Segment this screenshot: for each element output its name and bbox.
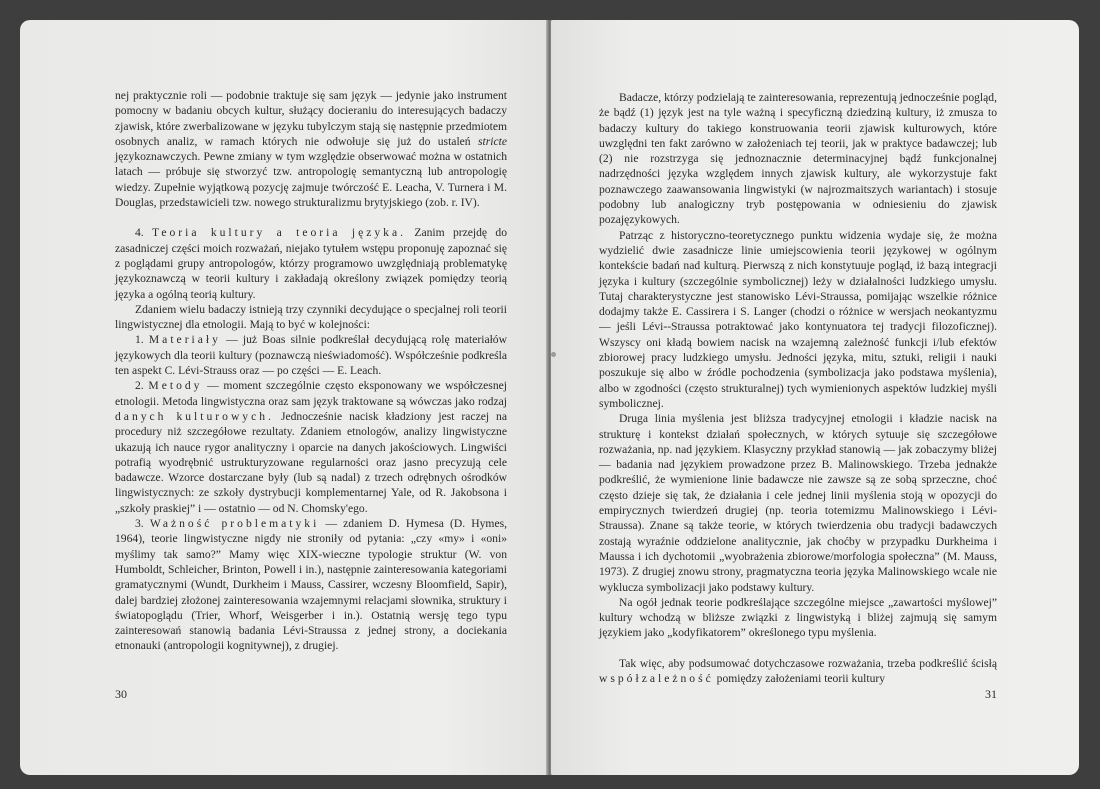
page-number: 30	[115, 686, 127, 701]
text: — już Boas silnie podkreślał decydującą rolę materiałów językowych dla teorii kultury (poznawczą nieświadomość). Współcześnie podkreśla ten aspekt C. Lévi-Strauss oraz — po części — E. Leach.	[115, 333, 507, 378]
right-page	[551, 20, 1079, 775]
spaced-term: Ważność problematyki	[149, 517, 320, 531]
list-number: 3.	[135, 517, 144, 531]
page-number: 31	[985, 686, 997, 701]
text: Zanim przejdę do zasadniczej części moich rozważań, niejako tytułem wstępu proponuję zapoznać się z poglądami grupy antropologów, którzy programowo uwzględniają problematykę językoznawczą w teorii kultury i zakładają określony związek pomiędzy teorią języka a ogólną teorią kultury.	[115, 226, 507, 301]
paragraph	[599, 228, 997, 412]
paragraph	[599, 656, 997, 687]
paragraph	[599, 90, 997, 228]
list-number: 1.	[135, 333, 144, 347]
text: Badacze, którzy podzielają te zainteresowania, reprezentują jednocześnie pogląd, że bądź (1) język jest na tyle ważną i specyficzną dziedziną kultury, iż zmusza to badaczy kultury do takiego konstruowania teorii zjawisk kulturowych, które uwzględni ten fakt zarówno w założeniach tej teorii, jak w praktyce badawczej; lub (2) nie rozstrzyga się jednoznacznie determinacyjnej bądź funkcjonalnej nadrzędności języka względem innych zjawisk kultury, ale wykorzystuje fakt poznawczego zaawansowania lingwistyki (w najrozmaitszych wariantach) i stosuje podobny lub analogiczny tryb postępowania w odniesieniu do zjawisk pozajęzykowych.	[599, 91, 997, 227]
paragraph	[599, 411, 997, 595]
spaced-term: Metody	[148, 379, 203, 393]
text: pomiędzy założeniami teorii kultury	[716, 671, 886, 685]
text: Patrząc z historyczno-teoretycznego punktu widzenia wydaje się, że można wydzielić dwie zasadnicze linie umiejscowienia teorii językowej w ogólnym kontekście badań nad kulturą. Pierwszą z nich konstytuuje pogląd, iż bazą integracji języka i kultury (szczególnie symbolicznej) leży w działalności ludzkiego umysłu. Tutaj charakterystyczne jest stanowisko Lévi-Straussa, pomijając wszelkie różnice dodajmy także E. Cassirera i S. Langer (chodzi o różnice w wersjach neokantyzmu — jeśli Lévi--Straussa potraktować jako kontynuatora tej tradycji filozoficznej). Wszyscy oni kładą bowiem nacisk na wzajemną zależność funkcji i/lub efektów zbiorowej pracy ludzkiego umysłu. Jedności języka, mitu, sztuki, religii i nauki poszukuje się albo w źródle pochodzenia (symbolizacja jako podstawa myślenia), albo w zgodności (często strukturalnej) tych wymienionych aspektów ludzkiej myśli symbolicznej.	[599, 228, 997, 410]
list-number: 2.	[135, 379, 144, 393]
section-heading-paragraph	[115, 225, 507, 301]
text: Jednocześnie nacisk kładziony jest raczej na procedury niż szczegółowe rezultaty. Zdaniem etnologów, analizy lingwistyczne ukazują ich nauce rygor analityczny i oparcie na danych jakościowych. Lingwiści potrafią wyodrębnić ustrukturyzowane regularności oraz jasno precyzują cele badawcze. Wzorce dostarczane były (lub są nadal) z trzech odrębnych ośrodków lingwistycznych: ze szkoły dystrybucji komplementarnej Yale, od R. Jakobsona i „szkoły praskiej” i — ostatnio — od N. Chomsky'ego.	[115, 409, 507, 515]
paragraph	[115, 302, 507, 333]
text: — zdaniem D. Hymesa (D. Hymes, 1964), teorie lingwistyczne nigdy nie stroniły od pytania: „czy «my» i «oni» myślimy tak samo?” Mamy więc XIX-wieczne typologie struktur (W. von Humboldt, Schleicher, Brinton, Powell i in.), następnie zainteresowania kategoriami gramatycznymi (Wundt, Durkheim i Mauss, Cassirer, wczesny Bloomfield, Sapir), dalej bardziej złożonej zainteresowania wzajemnymi relacjami słownika, struktury i światopoglądu (Trier, Whorf, Weisgerber i in.). Ostatnią wersję tego typu zainteresowań stanowią badania Lévi-Straussa z jednej strony, a dociekania etnonauki (antropologii kognitywnej), z drugiej.	[115, 517, 508, 653]
text: — moment szczególnie często eksponowany we współczesnej etnologii. Metoda lingwistyczna oraz sam język traktowane są wówczas jako rodzaj	[115, 379, 507, 408]
spaced-term: danych kulturowych.	[115, 409, 274, 423]
spaced-term: współzależność	[599, 671, 714, 685]
section-number: 4.	[135, 226, 144, 240]
section-title: Teoria kultury a teoria języka.	[152, 226, 407, 240]
text: nej praktycznie roli — podobnie traktuje się sam język — jedynie jako instrument pomocny w badaniu obcych kultur, służący docieraniu do interesujących badaczy zjawisk, które zwerbalizowane w języku tubylczym stają się następnie przedmiotem osobnych analiz, w ramach których nie odwołuje się już do ustaleń	[115, 89, 507, 148]
paragraph	[599, 595, 997, 641]
paper-speck	[551, 352, 556, 357]
list-item	[115, 378, 507, 516]
text: językoznawczych. Pewne zmiany w tym względzie obserwować można w ostatnich latach — próbuje się stworzyć tzw. antropologię semantyczną lub antropologię wiedzy. Zupełnie wyjątkową pozycję zajmuje twórczość E. Leacha, V. Turnera i M. Douglas, przedstawicieli tzw. nowego strukturalizmu brytyjskiego (zob. r. IV).	[115, 150, 507, 210]
spaced-term: Materiały	[148, 333, 221, 347]
italic-term: stricte	[478, 134, 507, 148]
left-page	[20, 20, 548, 775]
list-item	[115, 516, 507, 654]
text: Zdaniem wielu badaczy istnieją trzy czynniki decydujące o specjalnej roli teorii lingwistycznej dla etnologii. Mają to być w kolejności:	[115, 302, 507, 332]
text: Druga linia myślenia jest bliższa tradycyjnej etnologii i kładzie nacisk na strukturę i kontekst działań społecznych, w których sytuuje się szczegółowe rozważania, np. nad językiem. Klasyczny przykład stanowią — jak zobaczymy bliżej — badania nad językiem prowadzone przez B. Malinowskiego. Trzeba jednakże podkreślić, że wymienione linie badawcze nie zawsze są ze sobą sprzeczne, choć często dzieje się tak, że działania i cele jednej linii myślenia stoją w opozycji do empirycznych twierdzeń drugiej (np. teoria totemizmu Malinowskiego i Lévi-Straussa). Znane są także teorie, w których twierdzenia obu tradycji badawczych zostają wyraźnie oddzielone analitycznie, jak choćby w przypadku Durkheima i Maussa i ich dychotomii „wyobrażenia zbiorowe/morfologia społeczna” (M. Mauss, 1973). Z drugiej znowu strony, pragmatyczna teoria języka Malinowskiego wcale nie wyklucza symbolizacji jako podstawy kultury.	[599, 412, 997, 594]
paragraph	[115, 88, 507, 210]
list-item	[115, 332, 507, 378]
text: Na ogół jednak teorie podkreślające szczególne miejsce „zawartości myślowej” kultury wchodzą w bliższe związki z lingwistyką i bliżej zajmują się samym językiem jako „kodyfikatorem” określonego typu myślenia.	[599, 595, 997, 640]
text: Tak więc, aby podsumować dotychczasowe rozważania, trzeba podkreślić ścisłą	[619, 656, 997, 670]
